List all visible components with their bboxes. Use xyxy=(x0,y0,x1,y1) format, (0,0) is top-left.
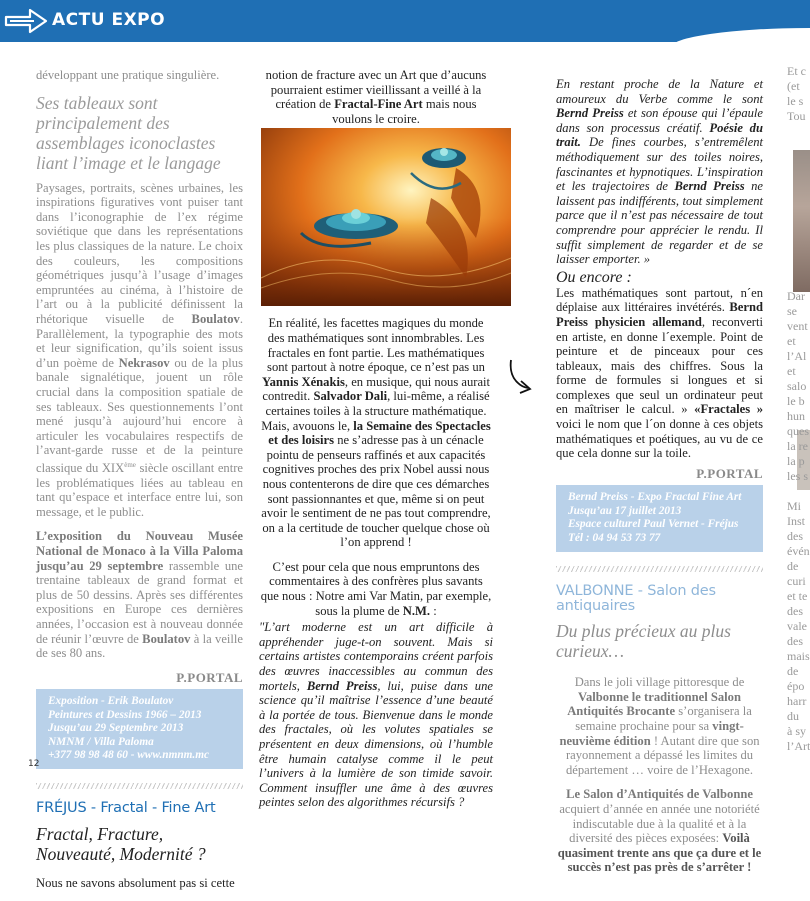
quote: En restant proche de la Nature et amoureux du Verbe comme le sont Bernd Preiss et son épouse qui l’épaule dans son processus créatif. Poésie du trait. De fines courbes, s’entremêlent méthodiquement sur des toiles noires, fascinantes et hypnotiques. L’inspiration et les trajectoires de Bernd Preiss ne laissent pas indifférents, tout simplement parce que il n’est pas nécessaire de tout comprendre pour apprécier le rendu. Il suffit simplement de regarder et de se laisser emporter. » xyxy=(556,77,763,267)
paragraph: L’exposition du Nouveau Musée National de Monaco à la Villa Paloma jusqu’au 29 septembre rassemble une trentaine tableaux de grand format et plus de 50 dessins. Après ses différentes expositions en Europe ces dernières années, l’occasion est à nouveau donnée de réunir l’œuvre de Boulatov à la veille de ses 80 ans. xyxy=(36,529,243,661)
text-fragment: l’Art xyxy=(787,739,810,753)
author-signature: P.PORTAL xyxy=(696,465,763,481)
text-fragment: Tou xyxy=(787,109,806,123)
paragraph: C’est pour cela que nous empruntons des commentaires à des confrères plus savants que nous : Notre ami Var Matin, par exemple, sous la plume de N.M. : xyxy=(260,559,492,618)
text-fragment: le s xyxy=(787,94,804,108)
text-fragment: le b xyxy=(787,394,805,408)
text-fragment: la p xyxy=(787,454,805,468)
text-fragment xyxy=(787,139,810,154)
text-fragment: la re xyxy=(787,439,808,453)
text-fragment: hun xyxy=(787,409,805,423)
text-fragment: curi xyxy=(787,574,806,588)
text-fragment: se xyxy=(787,304,797,318)
text-fragment: des xyxy=(787,604,803,618)
column-1 xyxy=(36,64,243,901)
author-signature: P.PORTAL xyxy=(176,669,243,685)
divider xyxy=(36,783,243,789)
text-fragment: Mi xyxy=(787,499,802,513)
text-fragment: épo xyxy=(787,679,805,693)
paragraph: En réalité, les facettes magiques du monde des mathématiques sont innombrables. Les fractales en font partie. Les mathématiques sont partout à notre époque, ce n’est pas un Yannis Xénakis, en musique, qui nous aurait contredit. Salvador Dali, lui-même, a réalisé certaines toiles à la structure mathématique. Mais, avouons le, la Semaine des Spectacles et des loisirs ne s’adresse pas à un cénacle pointu de penseurs raffinés et aux capacités cognitives proches des prix Nobel aussi nous nous contenterons de dire que ces démarches sont passionnantes et que, même si on peut avoir le sentiment de ne pas tout comprendre, on a la certitude de toucher quelque chose où l’on apprend ! xyxy=(261,316,491,550)
quote: "L’art moderne est un art difficile à appréhender juge-t-on souvent. Mais si certains artistes contemporains créent parfois des œuvres inaccessibles au commun des mortels, Bernd Preiss, lui, puise dans une science qu’il maîtrise l’essence d’une beauté à la portée de tous. Bienvenue dans le monde des fractales, où les volutes spatiales se présentent en deux dimensions, où l’humble être humain catalyse comme il le peut l’univers à la lumière de son timide savoir. Comment insuffler une âme à des œuvres peintes selon des algorithmes récursifs ? xyxy=(259,620,493,810)
paragraph: Paysages, portraits, scènes urbaines, les inspirations figuratives vont puiser tant dans l’iconographie de l’ex régime soviétique que dans les représentations les plus classiques de la nature. Le choix des couleurs, les compositions géométriques jusqu’à l’usage d’images empruntées au cinéma, à l’histoire de l’art ou à la publicité définissent la rhétorique visuelle de Boulatov. Parallèlement, la typographie des mots et leur signification, qu’ils soient issus d’un poème de Nekrasov ou de la plus banale signalétique, jouent un rôle crucial dans la composition spatiale de ses tableaux. Ses questionnements l’ont mené jusqu’à aujourd’hui encore à articuler les vocabulaires respectifs de l’avant-garde russe et de la peinture classique du XIXème siècle oscillant entre les problématiques liées au tableau en tant qu’espace et interface entre lui, son message, et le public. xyxy=(36,180,244,519)
text-fragment: à sy xyxy=(787,724,806,738)
exhibition-info-box: Bernd Preiss - Expo Fractal Fine Art Jusqu’au 17 juillet 2013 Espace culturel Paul Vernet - Fréjus Tél : 04 94 53 73 77 xyxy=(556,485,763,552)
text-fragment: vent xyxy=(787,319,808,333)
banner-curve xyxy=(670,28,810,48)
paragraph: développant une pratique singulière. xyxy=(36,68,220,82)
exhibition-info-box: Exposition - Erik Boulatov Peintures et Dessins 1966 – 2013 Jusqu’au 29 Septembre 2013 NMNM / Villa Paloma +377 98 98 48 60 - www.nmnm.mc xyxy=(36,689,243,769)
text-fragment: (et xyxy=(787,79,800,93)
text-fragment: l’Al xyxy=(787,349,807,363)
text-fragment: vale xyxy=(787,619,807,633)
text-fragment: et te xyxy=(787,589,808,603)
text-fragment: évén xyxy=(787,544,810,558)
paragraph: Dans le joli village pittoresque de Valbonne le traditionnel Salon Antiquités Brocante s’organisera la semaine prochaine pour sa vingt-neuvième édition ! Autant dire que son rayonnement a dépassé les limites du département … voire de l’Hexagone. xyxy=(559,675,760,777)
text-fragment: harr xyxy=(787,694,807,708)
text-fragment xyxy=(787,484,810,499)
text-fragment xyxy=(787,244,810,259)
text-fragment: Inst xyxy=(787,514,805,528)
next-column-fragment xyxy=(787,64,810,754)
text-fragment: et xyxy=(787,364,796,378)
column-3 xyxy=(556,77,763,885)
paragraph: Le Salon d’Antiquités de Valbonne acquiert d’année en année une notoriété indiscutable due à la qualité et à la diversité des pièces exposées: Voilà quasiment trente ans que ça dure et le succès n’est pas près de s’arrêter ! xyxy=(557,787,762,875)
text-fragment: Dar xyxy=(787,289,805,303)
page-number: 12 xyxy=(28,759,40,769)
arrow-right-icon xyxy=(4,8,48,34)
section-banner xyxy=(0,0,810,42)
text-fragment: ques xyxy=(787,424,809,438)
text-fragment xyxy=(787,229,810,244)
paragraph: Nous ne savons absolument pas si cette xyxy=(36,876,235,890)
text-fragment: et xyxy=(787,334,796,348)
text-fragment xyxy=(787,274,810,289)
text-fragment: de xyxy=(787,559,799,573)
paragraph: Les mathématiques sont partout, n´en déplaise aux littéraires invétérés. Bernd Preiss physicien allemand, reconverti en artiste, en donne l´exemple. Point de peinture et de pinceaux pour ces tableaux, mais des chiffres. Sous la forme de formules si longues et si complexes que seul un ordinateur peut en maîtriser le calcul. » «Fractales » voici le nom que l´on donne à ces objets mathématiques et poétiques, au vu de ce que cela donne sur la toile. xyxy=(556,285,763,461)
fractal-artwork-image xyxy=(261,128,511,306)
banner-title: ACTU EXPO xyxy=(52,10,166,30)
divider xyxy=(556,566,763,572)
text-fragment xyxy=(787,199,810,214)
article-deck: Fractal, Fracture, Nouveauté, Modernité ? xyxy=(36,824,206,864)
curved-arrow-icon xyxy=(508,357,536,397)
text-fragment: Et c xyxy=(787,64,806,78)
text-fragment: mais xyxy=(787,649,810,663)
text-fragment xyxy=(787,124,810,139)
text-fragment xyxy=(787,169,810,184)
section-title: VALBONNE - Salon des antiquaires xyxy=(556,583,716,614)
text-fragment: des xyxy=(787,634,803,648)
section-title: FRÉJUS - Fractal - Fine Art xyxy=(36,800,216,817)
paragraph: notion de fracture avec un Art que d’aucuns pourraient estimer vieillissant a veillé à la création de Fractal-Fine Art mais nous voulons le croire. xyxy=(265,68,487,126)
text-fragment xyxy=(787,184,810,199)
text-fragment xyxy=(787,154,810,169)
subheading: Ou encore : xyxy=(556,268,632,286)
text-fragment xyxy=(787,259,810,274)
article-deck: Ses tableaux sont principalement des assemblages iconoclastes liant l’image et le langage xyxy=(36,92,221,173)
text-fragment: des xyxy=(787,529,803,543)
text-fragment: du xyxy=(787,709,799,723)
article-deck: Du plus précieux au plus curieux… xyxy=(556,621,731,662)
text-fragment: les s xyxy=(787,469,808,483)
text-fragment: de xyxy=(787,664,799,678)
text-fragment xyxy=(787,214,810,229)
text-fragment: salo xyxy=(787,379,807,393)
